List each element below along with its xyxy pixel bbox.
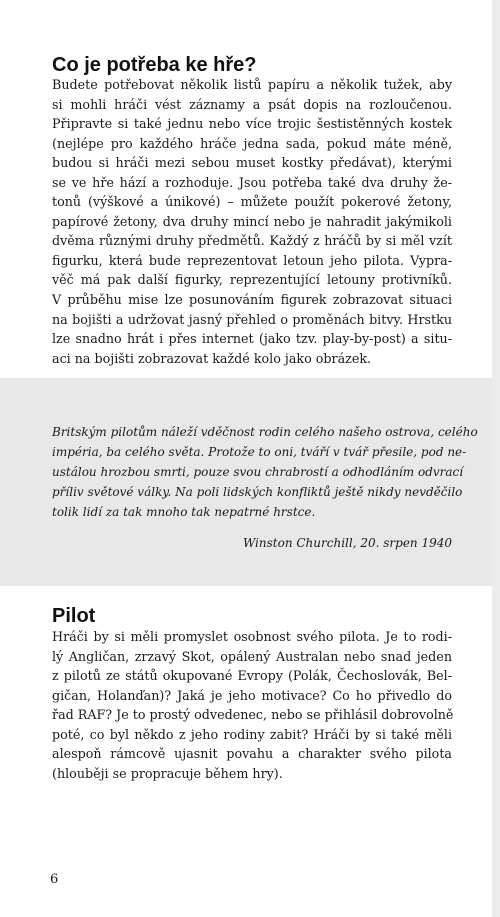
quote-line: impéria, ba celého světa. Protože to oni, tváří v tvář přesile, pod ne- (52, 445, 467, 459)
text-line: řad RAF? Je to prostý odvedenec, nebo se přihlásil dobrovolně (52, 707, 454, 723)
quote-line: tolik lidí za tak mnoho tak nepatrné hrstce. (52, 505, 316, 519)
text-line: na bojišti a udržovat jasný přehled o proměnách bitvy. Hrstku (52, 311, 452, 327)
text-line: aci na bojišti zobrazovat každé kolo jako obrázek. (52, 350, 372, 366)
quote-line: ustálou hrozbou smrti, pouze svou chrabrostí a odhodláním odvrací (52, 465, 464, 479)
quote-attribution: Winston Churchill, 20. srpen 1940 (242, 536, 452, 550)
text-line: věč má pak další figurky, reprezentující letouny protivníků. (52, 272, 452, 288)
page-edge-strip (492, 0, 500, 917)
text-line: lze snadno hrát i přes internet (jako tzv. play-by-post) a situ- (52, 331, 452, 347)
text-line: tonů (výškové a únikové) – můžete použít pokerové žetony, (52, 194, 452, 210)
section-heading-pilot: Pilot (52, 605, 96, 627)
text-line: figurku, která bude reprezentovat letoun jeho pilota. Vypra- (52, 252, 452, 268)
text-line: V průběhu mise lze posunováním figurek zobrazovat situaci (52, 292, 452, 308)
quote-box (0, 378, 492, 586)
text-line: budou si hráči mezi sebou muset kostky předávat), kterými (52, 155, 452, 171)
requirements-paragraph (52, 75, 452, 368)
page-number: 6 (50, 872, 59, 887)
text-line: dvěma různými druhy předmětů. Každý z hráčů by si měl vzít (52, 233, 452, 249)
text-line: (nejlépe pro každého hráče jedna sada, pokud máte méně, (52, 135, 452, 151)
text-line: alespoň rámcově ujasnit povahu a charakter svého pilota (52, 746, 452, 762)
text-line: Hráči by si měli promyslet osobnost svého pilota. Je to rodi- (52, 629, 452, 644)
section-heading-requirements: Co je potřeba ke hře? (52, 54, 257, 76)
quote-line: Britským pilotům náleží vděčnost rodin celého našeho ostrova, celého (52, 425, 478, 439)
quote-line: příliv světové války. Na poli lidských konfliktů ještě nikdy nevděčilo (52, 485, 463, 499)
text-line: Budete potřebovat několik listů papíru a několik tužek, aby (52, 77, 452, 92)
text-line: lý Angličan, zrzavý Skot, opálený Australan nebo snad jeden (52, 648, 452, 664)
text-line: poté, co byl někdo z jeho rodiny zabit? Hráči by si také měli (52, 726, 452, 742)
quote-text (52, 422, 478, 522)
text-line: (hlouběji se propracuje během hry). (52, 765, 283, 781)
text-line: gičan, Holanďan)? Jaká je jeho motivace? Co ho přivedlo do (52, 687, 452, 703)
text-line: papírové žetony, dva druhy mincí nebo je nahradit jakýmikoli (52, 213, 452, 229)
text-line: z pilotů ze států okupované Evropy (Polák, Čechoslovák, Bel- (52, 668, 452, 684)
text-line: si mohli hráči vést záznamy a psát dopis na rozloučenou. (52, 96, 452, 112)
text-line: Připravte si také jednu nebo více trojic šestistěnných kostek (52, 116, 452, 132)
text-line: se ve hře hází a rozhoduje. Jsou potřeba také dva druhy že- (52, 174, 452, 190)
pilot-paragraph (52, 627, 452, 783)
